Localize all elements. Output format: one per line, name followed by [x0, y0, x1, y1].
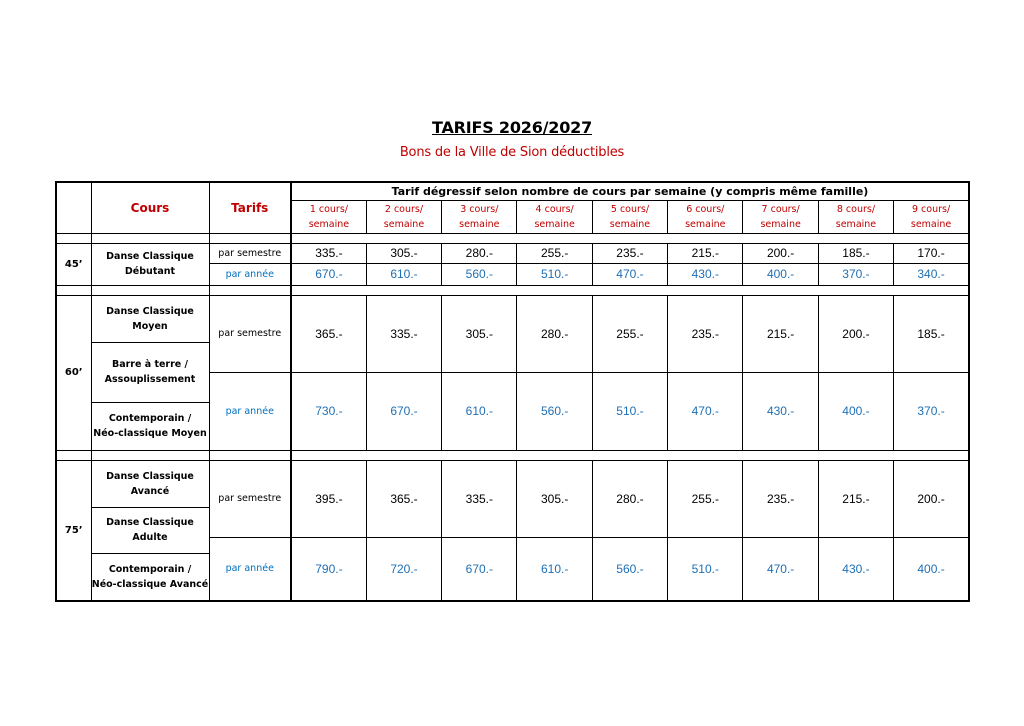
price-annee: 730.- [291, 372, 366, 450]
spacer-cell [56, 233, 91, 243]
course-name: Danse Classique Débutant [91, 243, 209, 285]
tarif-label-annee: par année [209, 263, 291, 285]
spacer-cell [291, 233, 969, 243]
price-semestre: 235.- [592, 243, 667, 263]
price-annee: 610.- [442, 372, 517, 450]
tarif-label-semestre: par semestre [209, 295, 291, 372]
price-semestre: 305.- [366, 243, 441, 263]
price-semestre: 280.- [592, 460, 667, 537]
price-annee: 560.- [517, 372, 592, 450]
price-semestre: 335.- [442, 460, 517, 537]
price-semestre: 335.- [291, 243, 366, 263]
group-row [56, 460, 969, 507]
price-semestre: 255.- [668, 460, 743, 537]
price-semestre: 395.- [291, 460, 366, 537]
column-header-6: 6 cours/ semaine [668, 200, 743, 233]
price-annee: 510.- [668, 537, 743, 601]
spacer-row [56, 233, 969, 243]
price-semestre: 365.- [291, 295, 366, 372]
spacer-cell [91, 450, 209, 460]
price-semestre: 335.- [366, 295, 441, 372]
course-name: Danse Classique Adulte [91, 507, 209, 553]
price-annee: 560.- [442, 263, 517, 285]
price-annee: 430.- [668, 263, 743, 285]
spacer-cell [291, 285, 969, 295]
spacer-cell [209, 450, 291, 460]
tarif-label-annee: par année [209, 537, 291, 601]
tarifs-table [55, 181, 970, 602]
page-subtitle: Bons de la Ville de Sion déductibles [399, 145, 625, 160]
header-tarifs: Tarifs [209, 182, 291, 233]
tarif-label-semestre: par semestre [209, 460, 291, 537]
price-annee: 370.- [818, 263, 893, 285]
price-semestre: 235.- [668, 295, 743, 372]
spacer-cell [56, 450, 91, 460]
price-semestre: 215.- [743, 295, 818, 372]
price-annee: 400.- [743, 263, 818, 285]
course-name: Contemporain / Néo-classique Avancé [91, 553, 209, 601]
price-annee: 400.- [818, 372, 893, 450]
price-semestre: 255.- [517, 243, 592, 263]
course-name: Barre à terre / Assouplissement [91, 342, 209, 402]
price-semestre: 200.- [743, 243, 818, 263]
price-semestre: 280.- [517, 295, 592, 372]
course-name: Danse Classique Moyen [91, 295, 209, 342]
group-row [56, 243, 969, 263]
column-header-4: 4 cours/ semaine [517, 200, 592, 233]
price-semestre: 255.- [592, 295, 667, 372]
price-annee: 370.- [894, 372, 969, 450]
column-header-8: 8 cours/ semaine [818, 200, 893, 233]
column-header-1: 1 cours/ semaine [291, 200, 366, 233]
price-semestre: 280.- [442, 243, 517, 263]
spacer-cell [291, 450, 969, 460]
column-header-3: 3 cours/ semaine [442, 200, 517, 233]
price-annee: 670.- [291, 263, 366, 285]
header-degressif: Tarif dégressif selon nombre de cours par semaine (y compris même famille) [291, 182, 969, 200]
price-annee: 400.- [894, 537, 969, 601]
price-semestre: 305.- [517, 460, 592, 537]
duration-cell: 45’ [56, 243, 91, 285]
price-annee: 340.- [894, 263, 969, 285]
price-semestre: 215.- [668, 243, 743, 263]
price-annee: 670.- [442, 537, 517, 601]
price-annee: 610.- [517, 537, 592, 601]
price-annee: 430.- [743, 372, 818, 450]
spacer-cell [56, 285, 91, 295]
page-title: TARIFS 2026/2027 [431, 118, 593, 137]
price-annee: 510.- [517, 263, 592, 285]
price-semestre: 185.- [894, 295, 969, 372]
price-semestre: 200.- [894, 460, 969, 537]
price-annee: 610.- [366, 263, 441, 285]
duration-cell: 75’ [56, 460, 91, 601]
column-header-9: 9 cours/ semaine [894, 200, 969, 233]
price-annee: 470.- [668, 372, 743, 450]
price-semestre: 170.- [894, 243, 969, 263]
spacer-cell [91, 233, 209, 243]
price-annee: 470.- [592, 263, 667, 285]
spacer-cell [209, 285, 291, 295]
column-header-5: 5 cours/ semaine [592, 200, 667, 233]
group-row [56, 295, 969, 342]
spacer-cell [209, 233, 291, 243]
price-annee: 510.- [592, 372, 667, 450]
price-annee: 670.- [366, 372, 441, 450]
price-semestre: 200.- [818, 295, 893, 372]
price-semestre: 235.- [743, 460, 818, 537]
tarif-label-annee: par année [209, 372, 291, 450]
spacer-row [56, 285, 969, 295]
course-name: Contemporain / Néo-classique Moyen [91, 402, 209, 450]
price-semestre: 215.- [818, 460, 893, 537]
column-header-2: 2 cours/ semaine [366, 200, 441, 233]
tarif-label-semestre: par semestre [209, 243, 291, 263]
spacer-cell [91, 285, 209, 295]
column-header-7: 7 cours/ semaine [743, 200, 818, 233]
header-cours: Cours [91, 182, 209, 233]
price-annee: 560.- [592, 537, 667, 601]
price-annee: 470.- [743, 537, 818, 601]
price-semestre: 365.- [366, 460, 441, 537]
corner-cell [56, 182, 91, 233]
price-annee: 720.- [366, 537, 441, 601]
price-semestre: 305.- [442, 295, 517, 372]
price-semestre: 185.- [818, 243, 893, 263]
spacer-row [56, 450, 969, 460]
price-annee: 790.- [291, 537, 366, 601]
price-annee: 430.- [818, 537, 893, 601]
course-name: Danse Classique Avancé [91, 460, 209, 507]
duration-cell: 60’ [56, 295, 91, 450]
